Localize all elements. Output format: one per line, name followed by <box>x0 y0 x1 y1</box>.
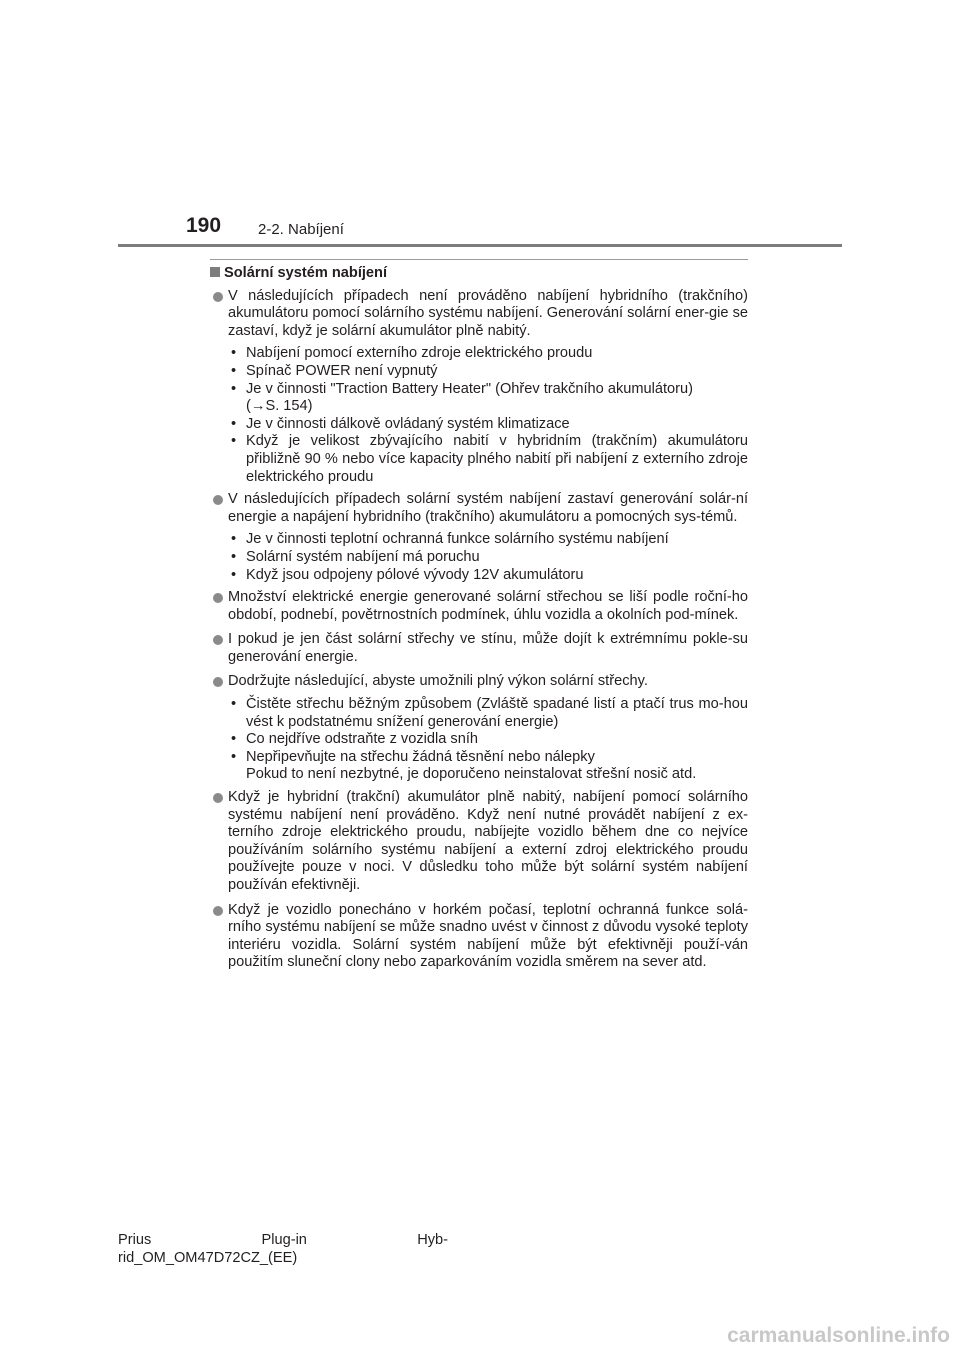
section-title: 2-2. Nabíjení <box>258 221 344 238</box>
sub-item <box>229 549 748 567</box>
sub-item <box>229 345 748 363</box>
page-header <box>0 0 960 250</box>
item-row <box>210 631 748 666</box>
circle-bullet-icon <box>213 677 223 687</box>
bullet-icon: • <box>231 696 237 713</box>
sub-list <box>229 345 748 486</box>
list-item <box>210 631 748 666</box>
content-area <box>210 265 748 979</box>
sub-item-body <box>246 531 748 549</box>
footer-line-2: rid_OM_OM47D72CZ_(EE) <box>118 1250 298 1266</box>
sub-item-body <box>246 696 748 731</box>
item-row <box>210 589 748 624</box>
sub-item <box>229 749 748 784</box>
item-text: Dodržujte následující, abyste umožnili plný výkon solární střechy. <box>228 673 648 690</box>
page-number: 190 <box>186 214 222 237</box>
sub-item-text: Čistěte střechu běžným způsobem (Zvláště spadané listí a ptačí trus mo-hou vést k podstatnému snížení generování energie) <box>246 696 748 730</box>
sub-item <box>229 416 748 434</box>
section-heading <box>210 265 748 283</box>
footer-line-1 <box>118 1231 448 1249</box>
bullet-icon: • <box>231 566 237 583</box>
item-text: I pokud je jen část solární střechy ve stínu, může dojít k extrémnímu pokle-su generování energie. <box>228 631 748 665</box>
bullet-icon: • <box>231 531 237 548</box>
circle-bullet-icon <box>213 292 223 302</box>
item-row <box>210 902 748 972</box>
circle-bullet-icon <box>213 793 223 803</box>
sub-item-continuation: (→S. 154) <box>246 398 313 415</box>
content-top-rule <box>210 259 748 260</box>
list-item <box>210 789 748 895</box>
sub-item-body <box>246 567 748 585</box>
item-row <box>210 491 748 526</box>
item-text: V následujících případech solární systém nabíjení zastaví generování solár-ní energie a napájení hybridního (trakčního) akumulátoru a pomocných sys-témů. <box>228 491 748 525</box>
footer-word: Prius <box>118 1232 152 1248</box>
circle-bullet-icon <box>213 906 223 916</box>
sub-item <box>229 696 748 731</box>
item-text: Množství elektrické energie generované solární střechou se liší podle roční-ho období, podnebí, povětrnostních podmínek, úhlu vozidla a okolních pod-mínek. <box>228 589 748 623</box>
footer-word: Hyb- <box>417 1232 448 1248</box>
sub-item-body <box>246 731 748 749</box>
bullet-icon: • <box>231 748 237 765</box>
sub-item-text: Je v činnosti dálkově ovládaný systém klimatizace <box>246 415 570 432</box>
item-text: Když je hybridní (trakční) akumulátor plně nabitý, nabíjení pomocí solárního systému nabíjení není prováděno. Když není nutné provádět nabíjení z ex-terního zdroje elektrického proudu, nabíjejte vozidlo během dne co nejvíce používáním solárního systému nabíjení a externí zdroj elektrického proudu používejte pouze v noci. V důsledku toho může být solární systém nabíjení používán efektivněji. <box>228 789 748 893</box>
sub-item-text: Spínač POWER není vypnutý <box>246 362 438 379</box>
item-text: V následujících případech není prováděno nabíjení hybridního (trakčního) akumulátoru pomocí solárního systému nabíjení. Generování solární ener-gie se zastaví, když je solární akumulátor plně nabitý. <box>228 287 748 339</box>
sub-item-text: Nabíjení pomocí externího zdroje elektrického proudu <box>246 345 593 362</box>
sub-item-body <box>246 433 748 486</box>
list-item <box>210 902 748 972</box>
item-list <box>210 288 748 972</box>
sub-item-continuation: Pokud to není nezbytné, je doporučeno neinstalovat střešní nosič atd. <box>246 766 697 783</box>
item-text: Když je vozidlo ponecháno v horkém počasí, teplotní ochranná funkce solá-rního systému nabíjení se může snadno uvést v činnost z důvodu vysoké teploty interiéru vozidla. Solární systém nabíjení může být efektivněji použí-ván použitím sluneční clony nebo zaparkováním vozidla směrem na sever atd. <box>228 901 748 971</box>
watermark: carmanualsonline.info <box>727 1324 950 1347</box>
sub-item-body <box>246 345 748 363</box>
heading-text: Solární systém nabíjení <box>224 265 388 281</box>
item-row <box>210 789 748 895</box>
bullet-icon: • <box>231 548 237 565</box>
item-row <box>210 288 748 341</box>
sub-item-body <box>246 381 748 416</box>
sub-item-body <box>246 749 748 784</box>
header-rule <box>118 244 842 247</box>
sub-item-body <box>246 416 748 434</box>
list-item <box>210 491 748 584</box>
list-item <box>210 673 748 784</box>
sub-item <box>229 567 748 585</box>
bullet-icon: • <box>231 731 237 748</box>
bullet-icon: • <box>231 415 237 432</box>
circle-bullet-icon <box>213 593 223 603</box>
sub-item <box>229 531 748 549</box>
sub-item-text: Nepřipevňujte na střechu žádná těsnění nebo nálepky <box>246 748 595 765</box>
sub-item-text: Je v činnosti "Traction Battery Heater" (Ohřev trakčního akumulátoru) <box>246 380 693 397</box>
sub-item-text: Je v činnosti teplotní ochranná funkce solárního systému nabíjení <box>246 531 669 548</box>
list-item <box>210 589 748 624</box>
sub-item-text: Solární systém nabíjení má poruchu <box>246 548 480 565</box>
sub-item-text: Když jsou odpojeny pólové vývody 12V akumulátoru <box>246 566 584 583</box>
sub-item-body <box>246 549 748 567</box>
item-row <box>210 673 748 691</box>
circle-bullet-icon <box>213 495 223 505</box>
sub-list <box>229 696 748 784</box>
sub-item <box>229 363 748 381</box>
sub-item-body <box>246 363 748 381</box>
sub-item-text: Co nejdříve odstraňte z vozidla sníh <box>246 731 479 748</box>
bullet-icon: • <box>231 380 237 397</box>
page-footer <box>118 1231 448 1267</box>
list-item <box>210 288 748 487</box>
square-bullet-icon <box>210 267 220 277</box>
bullet-icon: • <box>231 433 237 450</box>
bullet-icon: • <box>231 345 237 362</box>
bullet-icon: • <box>231 362 237 379</box>
sub-item <box>229 433 748 486</box>
circle-bullet-icon <box>213 635 223 645</box>
footer-word: Plug-in <box>261 1232 307 1248</box>
sub-item <box>229 381 748 416</box>
sub-item <box>229 731 748 749</box>
sub-list <box>229 531 748 584</box>
sub-item-text: Když je velikost zbývajícího nabití v hybridním (trakčním) akumulátoru přibližně 90 % nebo více kapacity plného nabití při nabíjení z externího zdroje elektrického proudu <box>246 433 748 485</box>
